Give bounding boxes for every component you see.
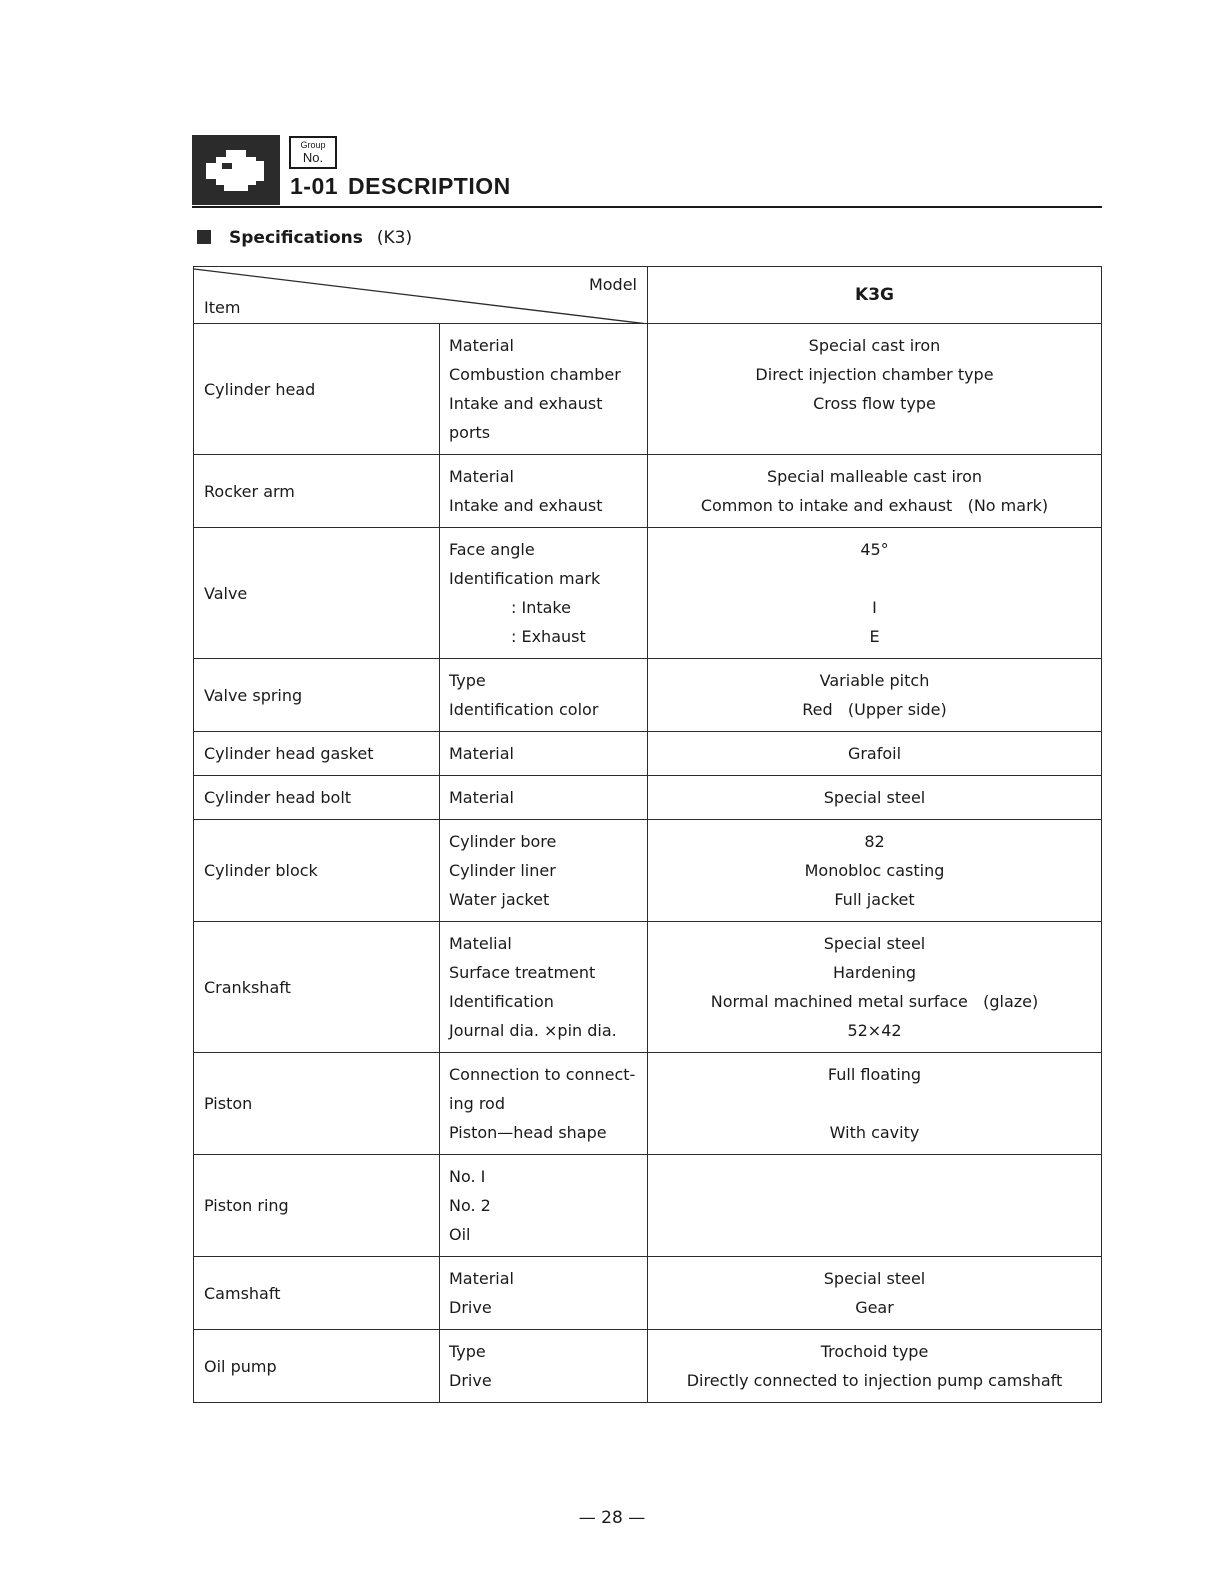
specifications-table [193,266,1102,1403]
spec-cell [440,776,648,820]
spec-label: Journal dia. ×pin dia. [449,1021,617,1040]
spec-label: Intake and exhaust [449,496,603,515]
spec-label: ports [449,423,491,442]
spec-label: Material [449,744,514,763]
value-cell [648,1330,1102,1403]
table-row [194,922,1102,1053]
spec-cell [440,922,648,1053]
spec-label: Piston—head shape [449,1123,607,1142]
spec-label: Type [449,671,486,690]
value-cell [648,820,1102,922]
table-row [194,1053,1102,1155]
spec-cell [440,1257,648,1330]
item-cell: Cylinder head [194,324,440,455]
spec-label: Material [449,1269,514,1288]
spec-value: Full jacket [834,890,915,909]
no-label: No. [302,150,324,165]
table-row [194,1155,1102,1257]
spec-cell [440,1053,648,1155]
item-cell: Cylinder head bolt [194,776,440,820]
value-cell [648,1155,1102,1257]
bullet-square-icon [197,230,211,244]
spec-label: Material [449,336,514,355]
table-header-row [194,267,1102,324]
specifications-heading [197,228,412,248]
spec-label: Cylinder bore [449,832,557,851]
spec-value: Special steel [823,1269,926,1288]
spec-label: Oil [449,1225,471,1244]
spec-value: Variable pitch [819,671,930,690]
table-row [194,820,1102,922]
spec-value: Common to intake and exhaust (No mark) [700,496,1049,515]
value-cell [648,528,1102,659]
spec-value: Hardening [832,963,916,982]
spec-value: 82 [864,832,885,851]
value-cell [648,1257,1102,1330]
spec-label: Material [449,467,514,486]
item-cell: Valve spring [194,659,440,732]
spec-label: Cylinder liner [449,861,556,880]
engine-icon [192,135,280,205]
item-cell: Valve [194,528,440,659]
spec-value: I [872,598,877,617]
spec-label: Identification color [449,700,599,719]
specifications-label: Specifications [229,228,363,248]
value-cell [648,732,1102,776]
item-cell: Rocker arm [194,455,440,528]
section-number: 1-01 [290,173,339,199]
spec-cell [440,1155,648,1257]
spec-value [648,418,1101,447]
item-cell: Piston [194,1053,440,1155]
item-cell: Piston ring [194,1155,440,1257]
header-model-value: K3G [648,267,1102,324]
spec-label: Identification mark [449,569,601,588]
spec-label: Combustion chamber [449,365,621,384]
spec-cell [440,732,648,776]
spec-label: No. I [449,1167,486,1186]
table-row [194,732,1102,776]
spec-value: 52×42 [847,1021,902,1040]
spec-cell [440,820,648,922]
spec-label: Matelial [449,934,512,953]
spec-label: : Exhaust [511,627,586,646]
table-row [194,455,1102,528]
header-divider [192,206,1102,208]
header-diagonal-cell [194,267,648,324]
item-cell: Oil pump [194,1330,440,1403]
spec-cell [440,455,648,528]
value-cell [648,659,1102,732]
spec-label: ing rod [449,1094,505,1113]
spec-cell [440,659,648,732]
value-cell [648,324,1102,455]
page-number-value: — 28 — [579,1508,645,1528]
page-number [0,1508,1224,1528]
value-cell [648,922,1102,1053]
spec-cell [440,528,648,659]
spec-label: Water jacket [449,890,550,909]
spec-value: Red (Upper side) [802,700,947,719]
spec-value [648,1220,1101,1249]
table-row [194,528,1102,659]
item-cell: Crankshaft [194,922,440,1053]
spec-value: Full floating [827,1065,922,1084]
model-code: (K3) [376,228,413,248]
spec-value: 45° [860,540,889,559]
item-cell: Cylinder block [194,820,440,922]
spec-label: : Intake [511,598,571,617]
spec-label: Material [449,788,514,807]
spec-value: Special cast iron [808,336,941,355]
spec-label: Drive [449,1298,492,1317]
spec-label: Connection to connect- [449,1065,636,1084]
item-cell: Cylinder head gasket [194,732,440,776]
spec-label: No. 2 [449,1196,491,1215]
group-label: Group [300,140,326,150]
spec-label: Identification [449,992,554,1011]
spec-value: Special malleable cast iron [766,467,983,486]
spec-cell [440,1330,648,1403]
value-cell [648,1053,1102,1155]
group-number-box [289,136,337,169]
spec-value: Grafoil [847,744,902,763]
header-item-label: Item [204,298,241,317]
spec-label: Type [449,1342,486,1361]
header-model-label: Model [588,275,637,294]
section-title: DESCRIPTION [348,173,511,199]
table-row [194,659,1102,732]
item-cell: Camshaft [194,1257,440,1330]
spec-label: Face angle [449,540,535,559]
spec-value: Special steel [823,788,926,807]
spec-cell [440,324,648,455]
spec-value: With cavity [829,1123,920,1142]
spec-value [648,1089,1101,1118]
table-row [194,776,1102,820]
spec-value: Monobloc casting [804,861,945,880]
spec-value: Gear [855,1298,894,1317]
spec-value: Directly connected to injection pump camshaft [686,1371,1063,1390]
spec-label: Surface treatment [449,963,596,982]
table-row [194,324,1102,455]
spec-label: Drive [449,1371,492,1390]
table-row [194,1257,1102,1330]
spec-value: Trochoid type [820,1342,929,1361]
spec-value [648,1162,1101,1191]
spec-label: Intake and exhaust [449,394,603,413]
section-header [192,133,1102,209]
spec-value [648,564,1101,593]
page-title [290,173,511,200]
spec-value: E [869,627,880,646]
spec-value [648,1191,1101,1220]
spec-value: Normal machined metal surface (glaze) [710,992,1039,1011]
spec-value: Cross flow type [813,394,936,413]
spec-value: Special steel [823,934,926,953]
value-cell [648,455,1102,528]
value-cell [648,776,1102,820]
spec-value: Direct injection chamber type [755,365,994,384]
table-row [194,1330,1102,1403]
